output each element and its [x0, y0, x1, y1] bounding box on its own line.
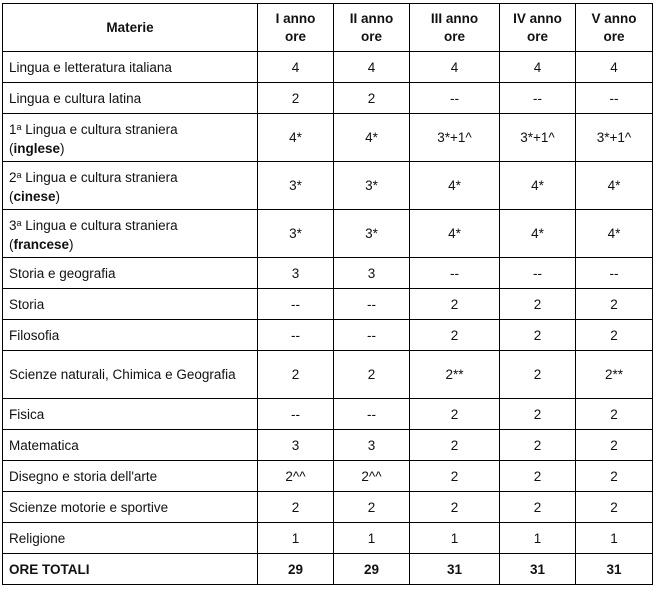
hours-cell: 2: [258, 351, 334, 399]
hours-cell: 2: [410, 430, 500, 461]
header-year-unit: ore: [603, 28, 625, 44]
hours-cell: 4: [258, 52, 334, 83]
hours-cell: --: [334, 320, 410, 351]
subject-cell: Storia: [3, 289, 258, 320]
ordinal-number: 3: [9, 217, 17, 233]
header-year-label: II anno: [349, 10, 394, 26]
hours-cell: 2: [500, 461, 576, 492]
header-year-2: [334, 4, 410, 52]
subject-cell: Religione: [3, 523, 258, 554]
hours-cell: --: [334, 399, 410, 430]
header-year-1: [258, 4, 334, 52]
header-year-unit: ore: [526, 28, 548, 44]
hours-cell: 3*: [258, 162, 334, 210]
hours-cell: 3*+1^: [576, 114, 653, 162]
subject-text: Lingua e cultura straniera: [21, 169, 178, 185]
subject-cell: [3, 114, 258, 162]
table-row: [3, 52, 653, 83]
paren-open: (: [9, 140, 14, 156]
total-hours-cell: 31: [576, 554, 653, 585]
hours-cell: 3*: [334, 162, 410, 210]
table-row: [3, 523, 653, 554]
subject-text: Lingua e cultura straniera: [21, 217, 178, 233]
table-row: [3, 461, 653, 492]
subject-cell: Lingua e letteratura italiana: [3, 52, 258, 83]
hours-cell: 4*: [576, 210, 653, 258]
table-row: [3, 83, 653, 114]
table-row: [3, 399, 653, 430]
totals-label: ORE TOTALI: [3, 554, 258, 585]
header-year-5: [576, 4, 653, 52]
hours-cell: 1: [410, 523, 500, 554]
subject-text: Lingua e cultura straniera: [21, 121, 178, 137]
language-name: cinese: [13, 188, 56, 204]
header-year-unit: ore: [360, 28, 382, 44]
total-hours-cell: 31: [500, 554, 576, 585]
hours-cell: 2: [576, 430, 653, 461]
hours-cell: 2: [500, 430, 576, 461]
hours-cell: 2: [334, 492, 410, 523]
hours-cell: 2: [258, 83, 334, 114]
hours-cell: 4*: [258, 114, 334, 162]
hours-cell: 2: [500, 492, 576, 523]
paren-open: (: [9, 236, 14, 252]
hours-cell: 2: [410, 461, 500, 492]
language-name: inglese: [13, 140, 61, 156]
total-hours-cell: 29: [334, 554, 410, 585]
hours-cell: 2: [410, 399, 500, 430]
header-year-label: I anno: [275, 10, 316, 26]
paren-close: ): [69, 236, 74, 252]
table-row: [3, 320, 653, 351]
hours-cell: 4: [576, 52, 653, 83]
language-name: francese: [13, 236, 70, 252]
total-hours-cell: 29: [258, 554, 334, 585]
hours-cell: 1: [334, 523, 410, 554]
hours-cell: 2: [500, 320, 576, 351]
hours-cell: 2: [500, 351, 576, 399]
hours-cell: 4*: [410, 210, 500, 258]
hours-cell: 2^^: [334, 461, 410, 492]
table-row: [3, 351, 653, 399]
header-year-unit: ore: [443, 28, 465, 44]
hours-cell: 2: [410, 289, 500, 320]
header-year-unit: ore: [284, 28, 306, 44]
table-row: [3, 258, 653, 289]
hours-cell: --: [410, 258, 500, 289]
hours-cell: 3: [334, 258, 410, 289]
hours-cell: 3*: [258, 210, 334, 258]
hours-cell: 1: [258, 523, 334, 554]
hours-cell: 3*+1^: [500, 114, 576, 162]
ordinal-suffix: a: [16, 217, 22, 228]
subject-cell: [3, 210, 258, 258]
hours-cell: 3*+1^: [410, 114, 500, 162]
hours-cell: 2: [576, 461, 653, 492]
hours-cell: 2: [258, 492, 334, 523]
hours-cell: 2: [500, 289, 576, 320]
subject-cell: Storia e geografia: [3, 258, 258, 289]
hours-cell: 2: [334, 351, 410, 399]
timetable: [2, 3, 653, 585]
header-subject: Materie: [3, 4, 258, 52]
subject-cell: Scienze naturali, Chimica e Geografia: [3, 351, 258, 399]
hours-cell: 3: [258, 258, 334, 289]
hours-cell: 4*: [576, 162, 653, 210]
hours-cell: 2**: [576, 351, 653, 399]
total-hours-cell: 31: [410, 554, 500, 585]
subject-cell: Lingua e cultura latina: [3, 83, 258, 114]
hours-cell: 2: [334, 83, 410, 114]
subject-cell: [3, 162, 258, 210]
paren-open: (: [9, 188, 14, 204]
table-row: [3, 162, 653, 210]
subject-cell: Scienze motorie e sportive: [3, 492, 258, 523]
header-year-label: III anno: [430, 10, 479, 26]
hours-cell: 2: [500, 399, 576, 430]
ordinal-suffix: a: [16, 169, 22, 180]
subject-cell: Filosofia: [3, 320, 258, 351]
hours-cell: 4: [410, 52, 500, 83]
hours-cell: --: [258, 320, 334, 351]
hours-cell: 2: [410, 492, 500, 523]
table-row: [3, 114, 653, 162]
hours-cell: 4*: [410, 162, 500, 210]
subject-cell: Disegno e storia dell'arte: [3, 461, 258, 492]
hours-cell: --: [334, 289, 410, 320]
hours-cell: 4: [334, 52, 410, 83]
hours-cell: 2**: [410, 351, 500, 399]
header-row: [3, 4, 653, 52]
paren-close: ): [60, 140, 65, 156]
hours-cell: 1: [576, 523, 653, 554]
hours-cell: --: [576, 258, 653, 289]
ordinal-suffix: a: [16, 121, 22, 132]
subject-cell: Matematica: [3, 430, 258, 461]
paren-close: ): [55, 188, 61, 204]
hours-cell: 2: [576, 399, 653, 430]
hours-cell: --: [258, 289, 334, 320]
hours-cell: 4*: [500, 162, 576, 210]
hours-cell: --: [258, 399, 334, 430]
header-year-4: [500, 4, 576, 52]
hours-cell: --: [500, 83, 576, 114]
hours-cell: 4: [500, 52, 576, 83]
ordinal-number: 1: [9, 121, 17, 137]
table-row: [3, 289, 653, 320]
ordinal-number: 2: [9, 169, 17, 185]
hours-cell: 3: [334, 430, 410, 461]
table-row: [3, 210, 653, 258]
hours-cell: --: [576, 83, 653, 114]
hours-cell: 2: [576, 492, 653, 523]
hours-cell: 3*: [334, 210, 410, 258]
table-row: [3, 492, 653, 523]
header-year-label: IV anno: [513, 10, 562, 26]
hours-cell: 4*: [334, 114, 410, 162]
hours-cell: 1: [500, 523, 576, 554]
hours-cell: 4*: [500, 210, 576, 258]
subject-cell: Fisica: [3, 399, 258, 430]
header-year-3: [410, 4, 500, 52]
hours-cell: 2: [576, 289, 653, 320]
header-year-label: V anno: [591, 10, 637, 26]
hours-cell: 2: [576, 320, 653, 351]
hours-cell: --: [500, 258, 576, 289]
hours-cell: --: [410, 83, 500, 114]
table-row: [3, 430, 653, 461]
hours-cell: 2^^: [258, 461, 334, 492]
totals-row: [3, 554, 653, 585]
hours-cell: 2: [410, 320, 500, 351]
hours-cell: 3: [258, 430, 334, 461]
